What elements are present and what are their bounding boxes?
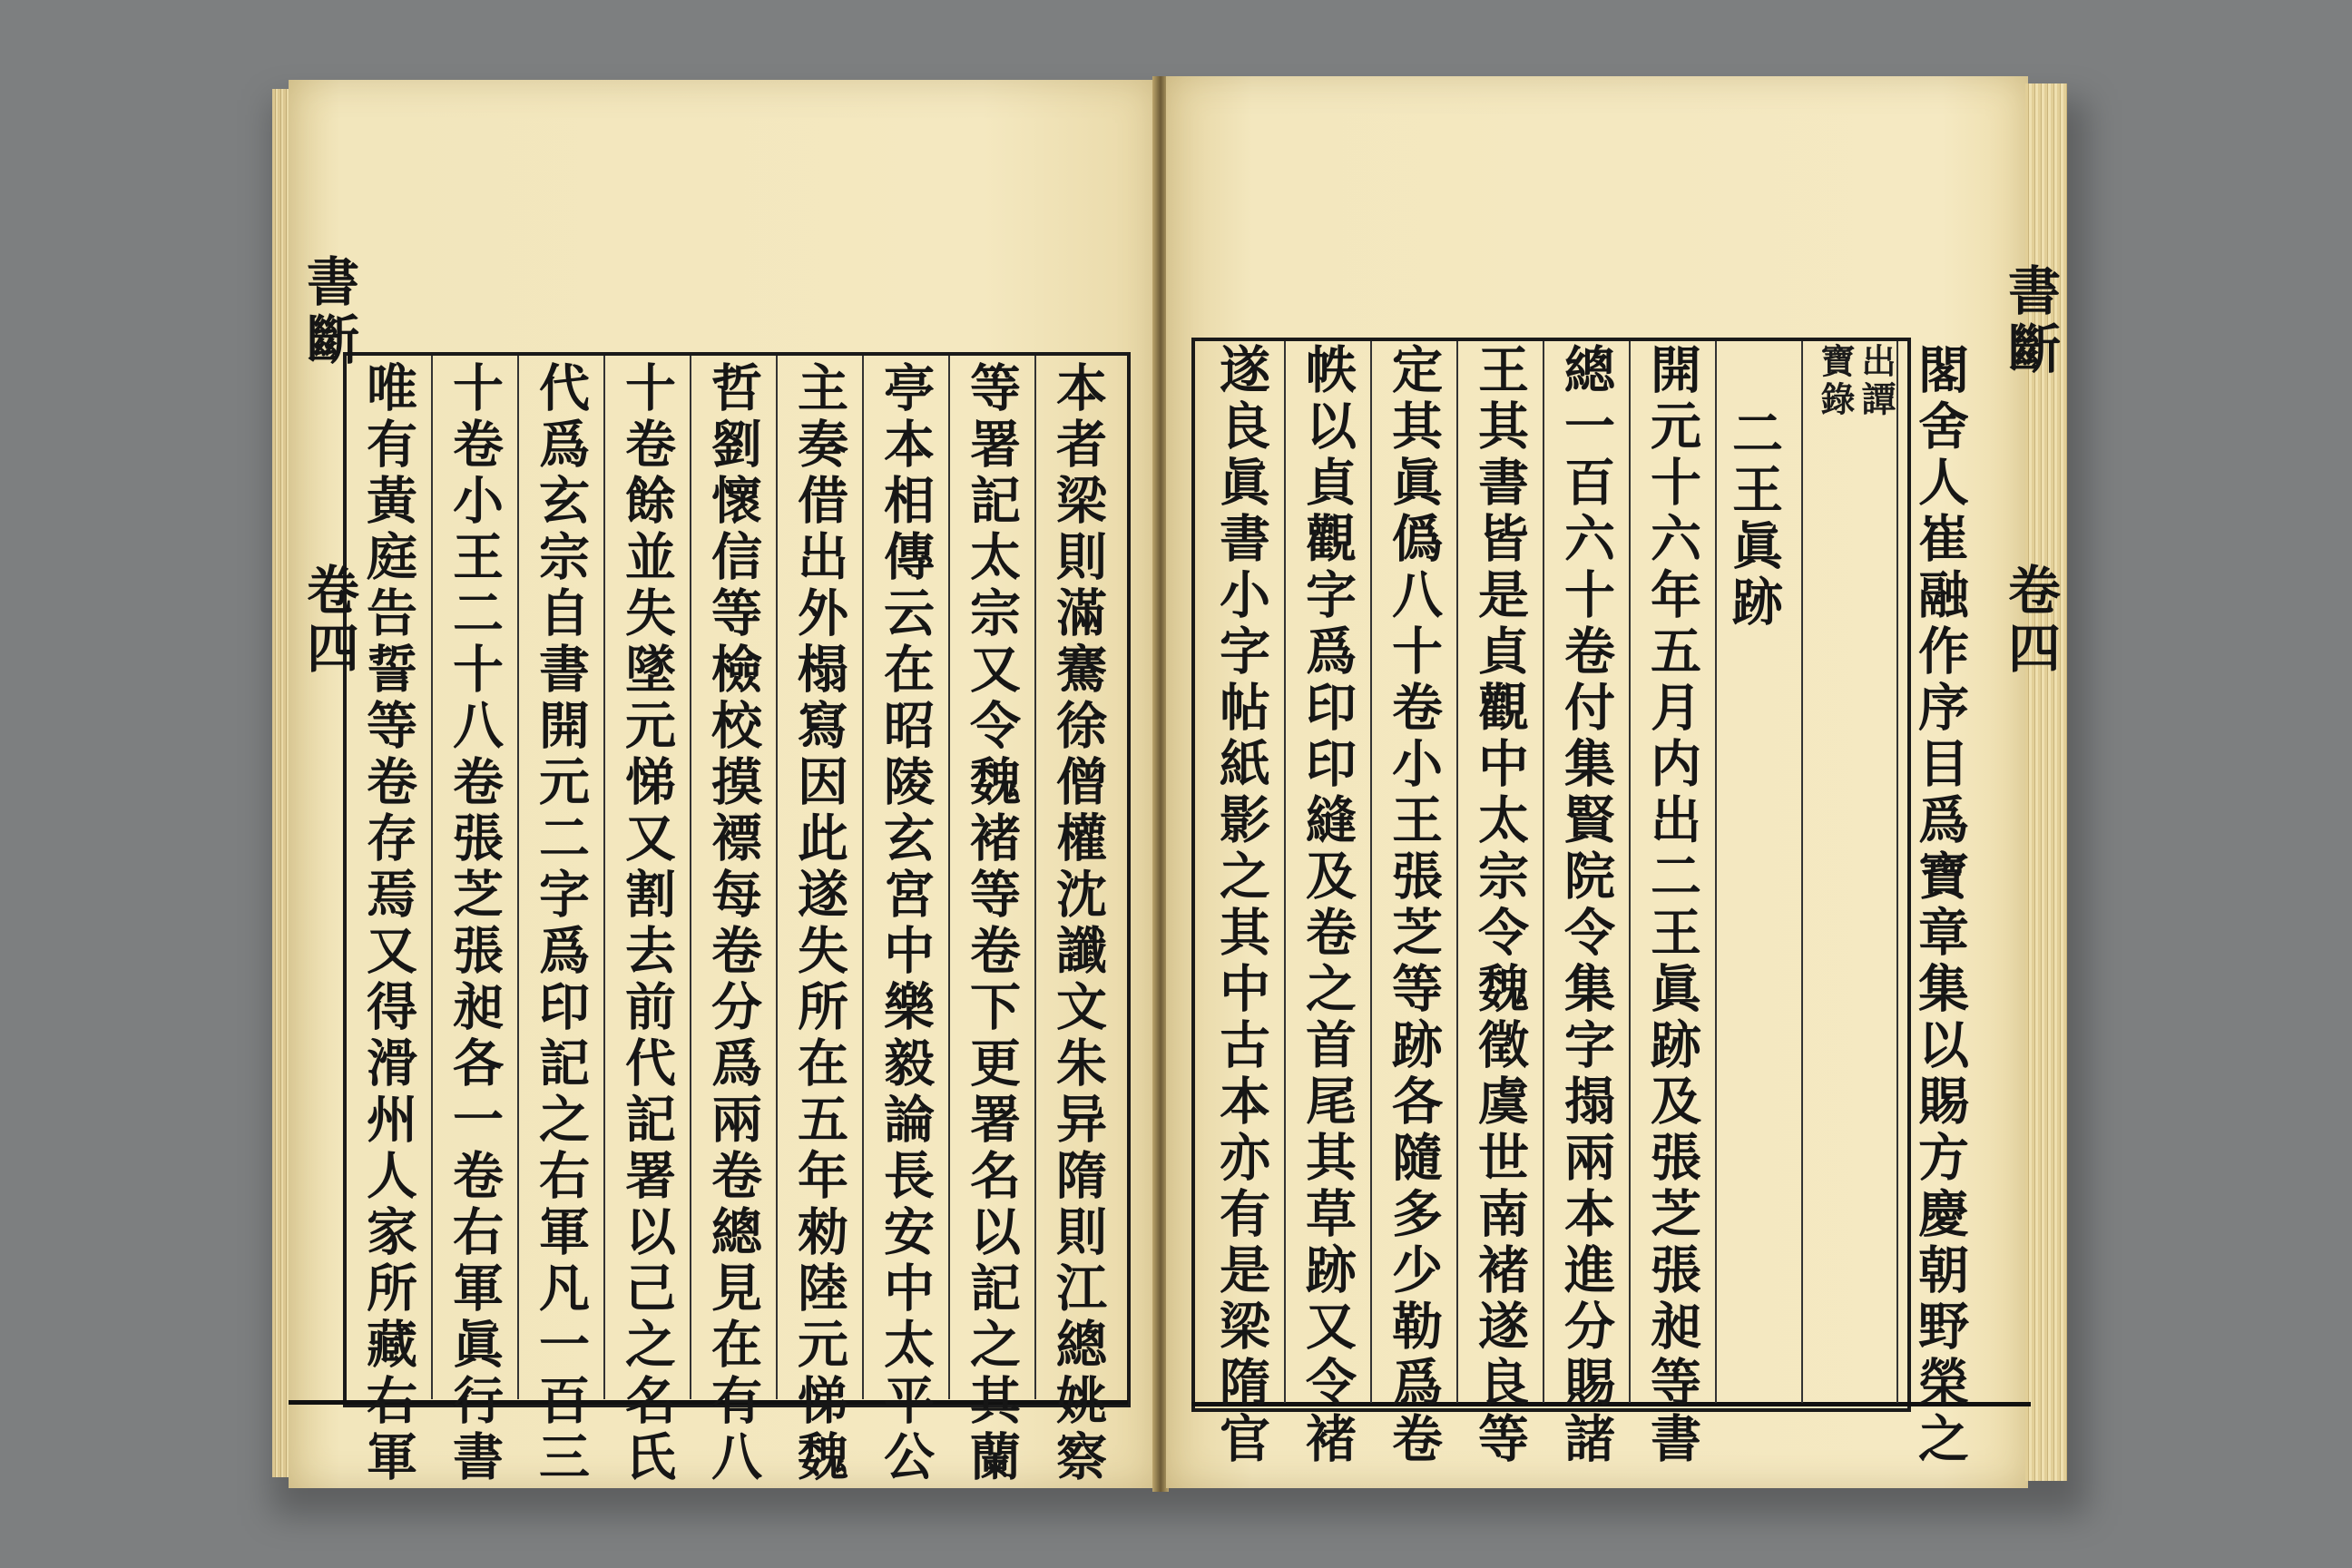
column-rule: [517, 356, 519, 1399]
left-column-8: 十卷小王二十八卷張芝張昶各一卷右軍眞行書: [445, 361, 505, 1486]
column-rule: [948, 356, 950, 1399]
column-rule: [1284, 341, 1286, 1403]
left-banxin-title: 書斷: [298, 254, 359, 370]
section-heading: 二王眞跡: [1724, 407, 1784, 632]
right-column-3: 開元十六年五月内出二王眞跡及張芝張昶等書: [1642, 343, 1702, 1468]
right-column-1: 閣舍人崔融作序目爲寶章集以賜方慶朝野榮之: [1910, 343, 1970, 1468]
column-rule: [431, 356, 433, 1399]
right-column-7: 帙以貞觀字爲印印縫及卷之首尾其草跡又令褚: [1298, 343, 1357, 1468]
column-rule: [776, 356, 778, 1399]
right-note-source: 出譚: [1856, 343, 1896, 419]
left-banxin-volume: 卷四: [298, 563, 359, 679]
right-column-5: 王其書皆是貞觀中太宗令魏徵虞世南褚遂良等: [1470, 343, 1530, 1468]
left-column-4: 主奏借出外榻寫因此遂失所在五年勑陸元悌魏: [789, 361, 849, 1486]
column-rule: [862, 356, 864, 1399]
right-banxin-title: 書斷: [1999, 263, 2061, 379]
left-column-2: 等署記太宗又令魏褚等卷下更署名以記之其蘭: [962, 361, 1022, 1486]
left-column-3: 亭本相傳云在昭陵玄宮中樂毅論長安中太平公: [876, 361, 936, 1486]
left-column-9: 唯有黃庭告誓等卷存焉又得滑州人家所藏右軍: [358, 361, 418, 1486]
column-rule: [603, 356, 605, 1399]
left-column-5: 哲劉懷信等檢校摸褾每卷分爲兩卷總見在有八: [703, 361, 763, 1486]
column-rule: [1543, 341, 1544, 1403]
column-rule: [1456, 341, 1458, 1403]
column-rule: [690, 356, 691, 1399]
left-column-1: 本者梁則滿騫徐僧權沈讖文朱异隋則江總姚察: [1048, 361, 1108, 1486]
left-column-7: 代爲玄宗自書開元二字爲印記之右軍凡一百三: [531, 361, 591, 1486]
column-rule: [1715, 341, 1717, 1403]
right-note-source-2: 寶錄: [1815, 343, 1856, 419]
column-rule: [1896, 341, 1898, 1403]
column-rule: [1629, 341, 1631, 1403]
column-rule: [1370, 341, 1372, 1403]
right-banxin-volume: 卷四: [1999, 563, 2061, 679]
right-column-6: 定其眞僞八十卷小王張芝等跡各隨多少勒爲卷: [1384, 343, 1444, 1468]
column-rule: [1801, 341, 1803, 1403]
right-column-8: 遂良眞書小字帖紙影之其中古本亦有是梁隋官: [1211, 343, 1271, 1468]
column-rule: [1034, 356, 1036, 1399]
right-column-4: 總一百六十卷付集賢院令集字搨兩本進分賜諸: [1556, 343, 1616, 1468]
left-column-6: 十卷餘並失墜元悌又割去前代記署以己之名氏: [617, 361, 677, 1486]
